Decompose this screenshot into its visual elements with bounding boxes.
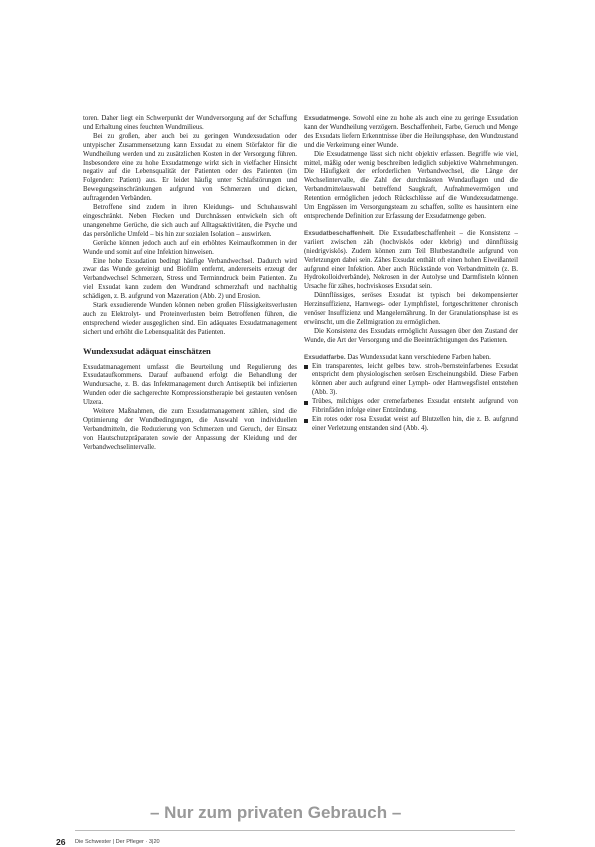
square-bullet-icon	[304, 419, 308, 423]
section-heading: Wundexsudat adäquat einschätzen	[83, 345, 211, 356]
paragraph	[304, 115, 518, 151]
paragraph-text: Das Wundexsudat kann verschiedene Farben haben.	[345, 353, 491, 361]
paragraph: Exsudatmanagement umfasst die Beurteilung und Regulierung des Exsudataufkommens. Darauf aufbauend erfolgt die Behandlung der Wundursache, z. B. das Infektmanagement durch Antiseptik bei infizierten Wunden oder die sachgerechte Kompressionstherapie bei gestauten venösen Ulzera.	[83, 363, 297, 407]
left-column	[83, 115, 297, 453]
paragraph	[304, 354, 518, 363]
square-bullet-icon	[304, 401, 308, 405]
watermark: – Nur zum privaten Gebrauch –	[150, 803, 402, 822]
paragraph: Die Konsistenz des Exsudats ermöglicht Aussagen über den Zustand der Wunde, die Art der Versorgung und die Beeinträchtigungen des Patienten.	[304, 327, 518, 344]
paragraph: Eine hohe Exsudation bedingt häufige Verbandwechsel. Dadurch wird zwar das Wunde gereinigt und Biofilm entfernt, andererseits erzeugt der Verbandwechsel Schmerzen, Stress und Terminndruck beim Patienten. Zu viel Exsudat kann zudem den Wundrand schmerzhaft und nachhaltig schädigen, z. B. aufgrund von Mazeration (Abb. 2) und Erosion.	[83, 257, 297, 301]
list-item	[304, 363, 518, 399]
paragraph	[304, 230, 518, 292]
paragraph: Betroffene sind zudem in ihren Kleidungs- und Schuhauswahl eingeschränkt. Neben Flecken und Durchnässen entwickeln sich oft unangenehme Gerüche, die sich auch auf Alltagsaktivitäten, die Psyche und das persönliche Umfeld – bis hin zur sozialen Isolation – auswirken.	[83, 204, 297, 238]
list-item	[304, 416, 518, 434]
paragraph: Die Exsudatmenge lässt sich nicht objektiv erfassen. Begriffe wie viel, mittel, mäßig oder wenig beschreiben lediglich subjektive Wahrnehmungen. Die Häufigkeit der erforderlichen Verbandwechsel, die Länge der Wechselintervalle, die Zahl der durchnässten Wundauflagen und die Verbandmittelauswahl betreffend Saugkraft, Aufnahmevermögen und Retention ermöglichen jedoch Rückschlüsse auf die Wundexsudatmenge. Um Engpässen im Versorgungsteam zu schaffen, sollte es hausintern eine entsprechende Definition zur Erfassung der Exsudatmenge geben.	[304, 150, 518, 220]
paragraph: Weitere Maßnahmen, die zum Exsudatmanagement zählen, sind die Optimierung der Wundbedingungen, die Auswahl von individuellen Verbandmitteln, die Reduzierung von Schmerzen und Geruch, der Einsatz von Hautschutzpräparaten sowie der Anpassung der Kleidung und der Verbandwechselintervalle.	[83, 408, 297, 451]
page-number: 26	[56, 837, 66, 847]
list-item-text: Trübes, milchiges oder cremefarbenes Exsudat entsteht aufgrund von Fibrinfäden infolge einer Entzündung.	[312, 398, 518, 415]
run-in-heading: Exsudatmenge.	[304, 115, 351, 122]
footer-divider	[75, 830, 515, 831]
paragraph: Stark exsudierende Wunden können neben großen Flüssigkeitsverlusten auch zu Elektrolyt- und Proteinverlusten beim Betroffenen führen, die entsprechend wieder ausgeglichen sind. Ein adäquates Exsudatmanagement sichert und erhöht die Lebensqualität des Patienten.	[83, 302, 297, 336]
right-column	[304, 115, 518, 434]
list-item-text: Ein transparentes, leicht gelbes bzw. stroh-/bernsteinfarbenes Exsudat entspricht dem physiologischen serösen Erscheinungsbild. Diese Farben können aber auch aufgrund einer Lymph- oder Harnwegsfistel entstehen (Abb. 3).	[312, 362, 518, 397]
publication-info: Die Schwester | Der Pfleger · 3|20	[75, 839, 160, 845]
paragraph: toren. Daher liegt ein Schwerpunkt der Wundversorgung auf der Schaffung und Erhaltung eines feuchten Wundmilieus.	[83, 115, 297, 131]
paragraph: Gerüche können jedoch auch auf ein erhöhtes Keimaufkommen in der Wunde und somit auf eine Infektion hinweisen.	[83, 239, 297, 256]
bullet-list	[304, 363, 518, 434]
list-item	[304, 398, 518, 416]
square-bullet-icon	[304, 365, 308, 369]
run-in-heading: Exsudatfarbe.	[304, 353, 346, 361]
paragraph: Bei zu großen, aber auch bei zu geringen Wundexsudation oder untypischer Zusammensetzung kann Exsudat zu einem Störfaktor für die Wundheilung werden und zu zusätzlichen Kosten in der Versorgung führen. Insbesondere eine zu hohe Exsudatmenge wirkt sich in vielfacher Hinsicht negativ auf die Lebensqualität der Patienten oder des Patienten (im Folgenden: Patient) aus. Er leidet häufig unter Schlafstörungen und Bewegungseinschränkungen aufgrund von Schmerzen und dicken, auftragenden Verbänden.	[83, 132, 297, 203]
run-in-heading: Exsudatbeschaffenheit.	[304, 229, 375, 237]
paragraph-text: Sowohl eine zu hohe als auch eine zu geringe Exsudation kann der Wundheilung verzögern. Beschaffenheit, Farbe, Geruch und Menge des Exsudats liefern Erkenntnisse über die Heilungsphase, den Wundzustand und die Verkeimung einer Wunde.	[304, 115, 518, 149]
paragraph: Dünnflüssiges, seröses Exsudat ist typisch bei dekompensierter Herzinsuffizienz, Harnwegs- oder Lymphfistel, fortgeschrittener chronisch venöser Insuffizienz und Mangelernährung. In der Granulationsphase ist es erwünscht, um die Zellmigration zu ermöglichen.	[304, 292, 518, 326]
paragraph-text: Die Exsudatbeschaffenheit – die Konsistenz – variiert zwischen zäh (hochviskös oder klebrig) und dünnflüssig (niedrigviskös). Zudem können zum Teil Blutbestandteile aufgrund von Verletzungen dabei sein. Zähes Exsudat enthält oft einen hohen Eiweißanteil aufgrund einer Infektion. Aber auch Rückstände von Verbandmitteln (z. B. Hydrokolloidverbände), Nekrosen in der Autolyse und Darmfisteln können Ursache für zähes, hochviskoses Exsudat sein.	[304, 229, 518, 291]
list-item-text: Ein rotes oder rosa Exsudat weist auf Blutzellen hin, die z. B. aufgrund einer Verletzung entstanden sind (Abb. 4).	[312, 416, 518, 432]
